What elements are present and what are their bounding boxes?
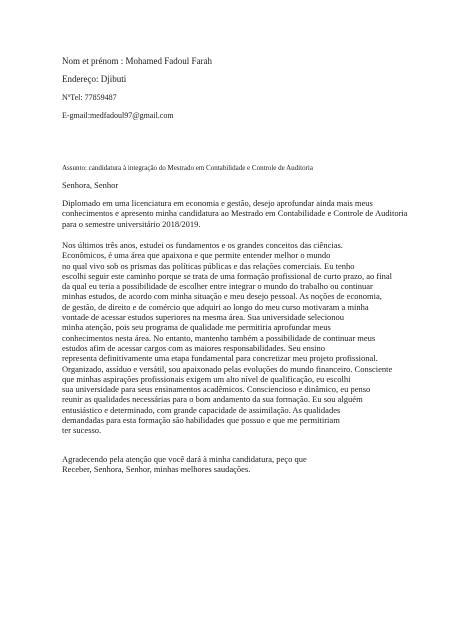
- paragraph-line: minhas estudos, de acordo com minha situação e meu desejo pessoal. As noções de economia,: [62, 291, 382, 302]
- paragraph-line: de gestão, de direito e de comércio que adquiri ao longo do meu curso motivaram a minha: [62, 301, 369, 312]
- paragraph-line: vontade de acessar estudos superiores na mesma área. Sua universidade selecionou: [62, 312, 345, 323]
- body-paragraph: [62, 240, 462, 436]
- paragraph-line: sua universidade para seus ensinamentos acadêmicos. Consciencioso e dinâmico, eu penso: [62, 384, 371, 395]
- paragraph-line: entusiástico e determinado, com grande capacidade de assimilação. As qualidades: [62, 404, 341, 415]
- sender-address: Endereço: Djibuti: [62, 74, 127, 84]
- paragraph-line: da qual eu teria a possibilidade de escolher entre integrar o mundo do trabalho ou continuar: [62, 281, 373, 292]
- paragraph-line: conhecimentos nesta área. No entanto, mantenho também a possibilidade de continuar meus: [62, 332, 376, 343]
- paragraph-line: Agradecendo pela atenção que você dará à minha candidatura, peço que: [62, 454, 307, 464]
- paragraph-line: Econômicos, é uma área que apaixona e que permite entender melhor o mundo: [62, 250, 331, 261]
- paragraph-line: minha atenção, pois seu programa de qualidade me permitiria aprofundar meus: [62, 322, 331, 333]
- paragraph-line: Nos últimos três anos, estudei os fundamentos e os grandes conceitos das ciências.: [62, 240, 343, 250]
- sender-email: E-gmail:medfadoul97@gmail.com: [62, 111, 174, 120]
- paragraph-line: para o semestre universitário 2018/2019.: [62, 218, 201, 229]
- paragraph-line: estudos afim de acessar cargos com as maiores responsabilidades. Seu ensino: [62, 342, 326, 353]
- sender-phone: NºTel: 77859487: [62, 93, 117, 102]
- intro-paragraph: [62, 198, 462, 229]
- letter-subject: Assunto: candidatura à integração do Mestrado em Contabilidade e Controle de Auditoria: [62, 164, 313, 172]
- paragraph-line: Diplomado em uma licenciatura em economia e gestão, desejo aprofundar ainda mais meus: [62, 198, 373, 208]
- paragraph-line: Receber, Senhora, Senhor, minhas melhores saudações.: [62, 464, 251, 475]
- paragraph-line: demandadas para esta formação são habilidades que possuo e que me permitiriam: [62, 415, 340, 426]
- letter-greeting: Senhora, Senhor: [62, 180, 119, 190]
- closing-paragraph: [62, 454, 462, 475]
- sender-name: Nom et prénom : Mohamed Fadoul Farah: [62, 56, 212, 66]
- paragraph-line: conhecimentos e apresento minha candidatura ao Mestrado em Contabilidade e Controle de Auditoria: [62, 208, 408, 219]
- paragraph-line: que minhas aspirações profissionais exigem um alto nível de qualificação, eu escolhi: [62, 373, 351, 384]
- paragraph-line: reunir as qualidades necessárias para o bom andamento da sua formação. Eu sou alguém: [62, 394, 363, 405]
- paragraph-line: representa definitivamente uma etapa fundamental para concretizar meu projeto profissional.: [62, 353, 378, 364]
- paragraph-line: Organizado, assíduo e versátil, sou apaixonado pelas evoluções do mundo financeiro. Consciente: [62, 363, 393, 374]
- paragraph-line: no qual vivo sob os prismas das políticas públicas e das relações comerciais. Eu tenho: [62, 260, 355, 271]
- paragraph-line: escolhi seguir este caminho porque se trata de uma formação profissional de curto prazo, ao final: [62, 270, 392, 281]
- paragraph-line: ter sucesso.: [62, 425, 102, 436]
